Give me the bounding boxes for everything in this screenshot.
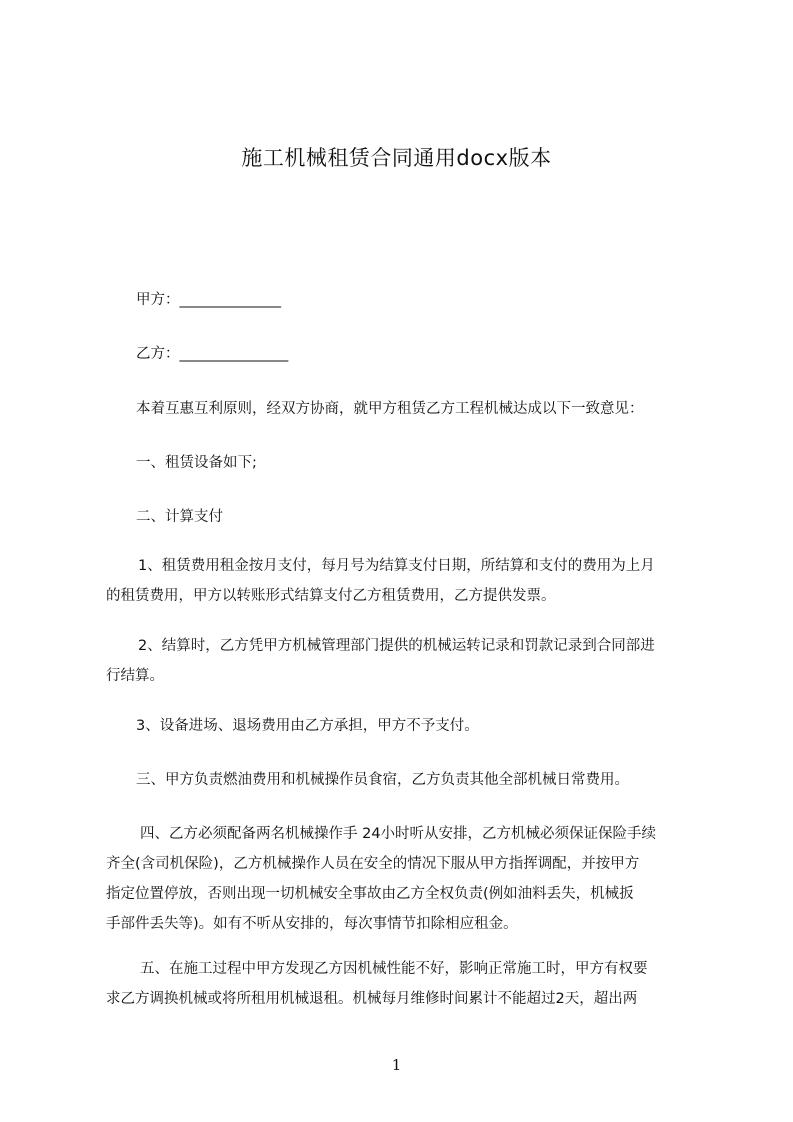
clause-2-paragraph (106, 631, 655, 691)
section-4-paragraph (106, 819, 656, 939)
party-b-line: 乙方：_______________ (136, 346, 289, 362)
clause-3-paragraph: 3、设备进场、退场费用由乙方承担，甲方不予支付。 (136, 718, 479, 734)
section-4-line: 四、乙方必须配备两名机械操作手 24小时听从安排，乙方机械必须保证保险手续 (140, 826, 657, 842)
section-5-line: 求乙方调换机械或将所租用机械退租。机械每月维修时间累计不能超过2天，超出两 (106, 991, 638, 1007)
clause-2-line: 行结算。 (106, 668, 164, 684)
clause-1-line: 的租赁费用，甲方以转账形式结算支付乙方租赁费用，乙方提供发票。 (106, 588, 556, 604)
document-title: 施工机械租赁合同通用docx版本 (241, 146, 552, 170)
section-4-line: 指定位置停放，否则出现一切机械安全事故由乙方全权负责(例如油料丢失，机械扳 (106, 886, 634, 902)
party-a-line: 甲方：______________ (136, 292, 281, 308)
page-number: 1 (391, 1056, 402, 1074)
section-5-line: 五、在施工过程中甲方发现乙方因机械性能不好，影响正常施工时，甲方有权要 (140, 961, 648, 977)
section-5-paragraph (106, 954, 648, 1014)
section-3-paragraph: 三、甲方负责燃油费用和机械操作员食宿，乙方负责其他全部机械日常费用。 (136, 772, 629, 788)
section-2-heading: 二、计算支付 (136, 509, 223, 525)
clause-2-line: 2、结算时，乙方凭甲方机械管理部门提供的机械运转记录和罚款记录到合同部进 (138, 638, 655, 654)
section-4-line: 齐全(含司机保险)，乙方机械操作人员在安全的情况下服从甲方指挥调配，并按甲方 (106, 856, 640, 872)
section-1-heading: 一、租赁设备如下; (136, 455, 257, 471)
clause-1-line: 1、租赁费用租金按月支付，每月号为结算支付日期，所结算和支付的费用为上月 (138, 558, 655, 574)
intro-paragraph: 本着互惠互利原则，经双方协商，就甲方租赁乙方工程机械达成以下一致意见： (136, 401, 644, 417)
clause-1-paragraph (106, 551, 655, 611)
section-4-line: 手部件丢失等)。如有不听从安排的，每次事情节扣除相应租金。 (106, 916, 518, 932)
